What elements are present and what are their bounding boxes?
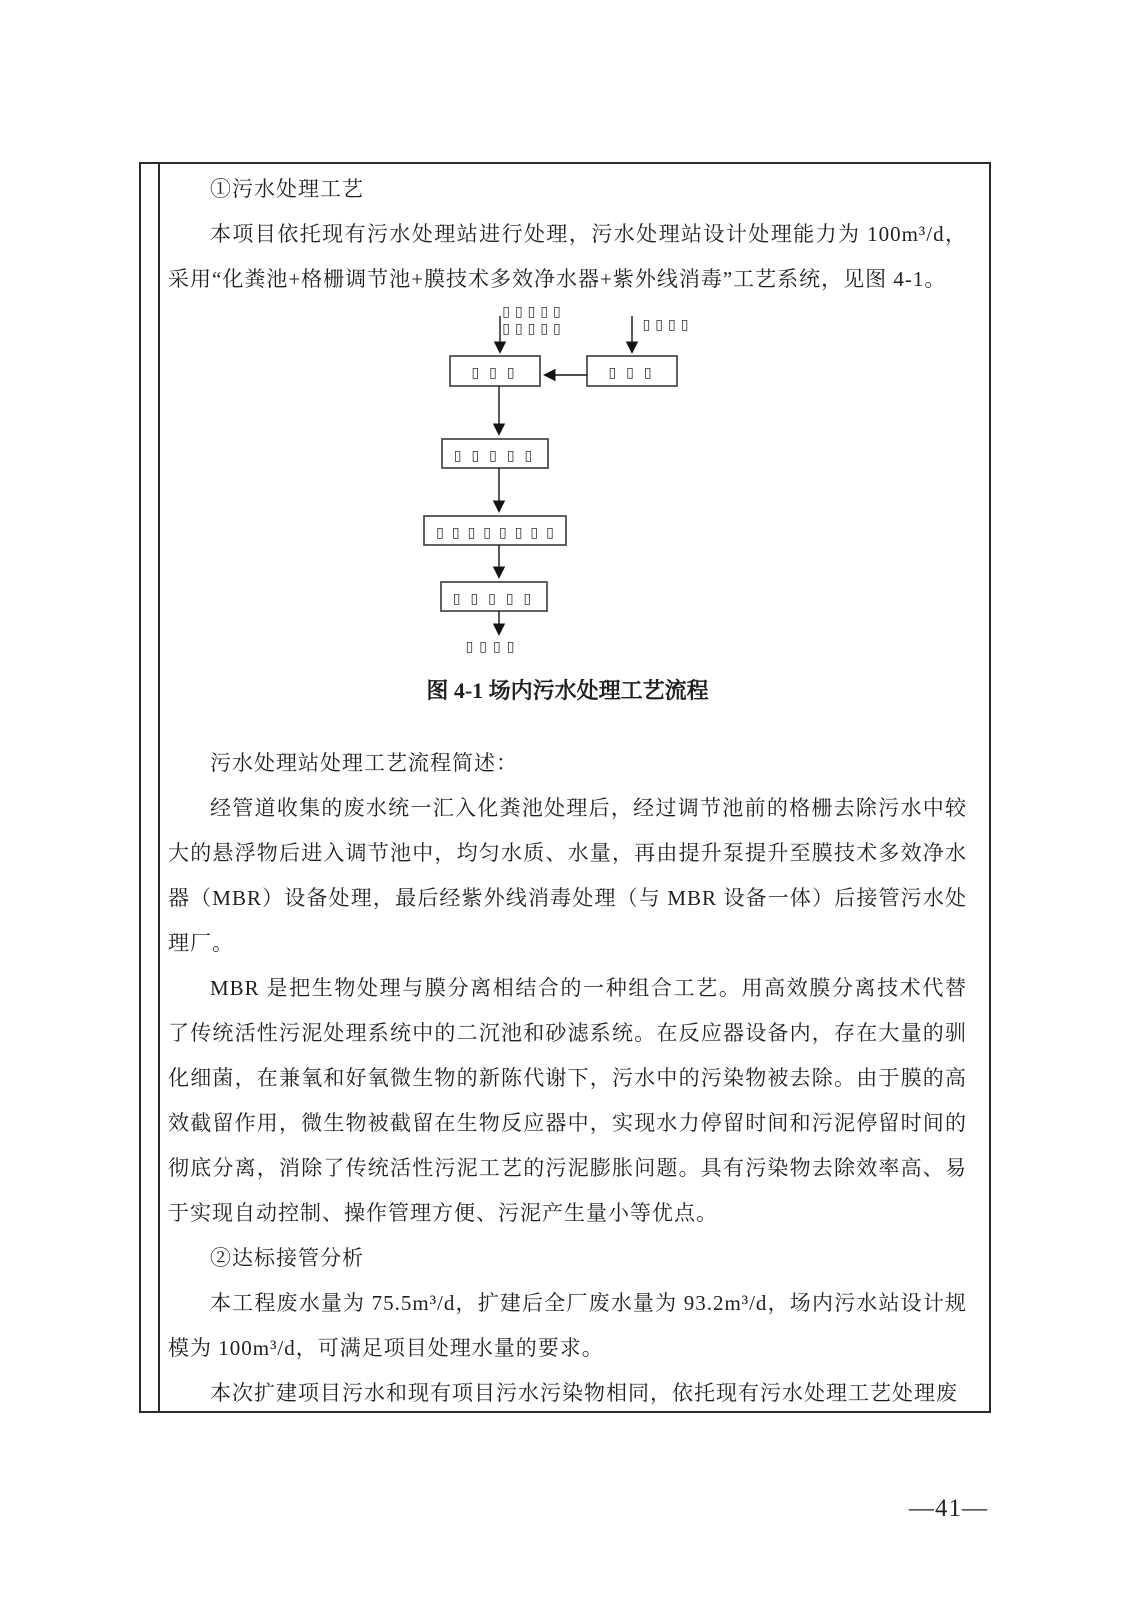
flow-box-mbr-purifier-label: ▯▯▯▯▯▯▯▯	[436, 525, 562, 541]
intro-paragraph: 本项目依托现有污水处理站进行处理，污水处理站设计处理能力为 100m³/d，采用“化粪池+格栅调节池+膜技术多效净水器+紫外线消毒”工艺系统，见图 4-1。	[168, 222, 967, 291]
sewage-process-flowchart	[168, 302, 969, 654]
flow-box-uv-disinfect-label: ▯▯▯▯▯	[452, 591, 542, 607]
flow-box-screen-regulating-label: ▯▯▯▯▯	[453, 448, 543, 464]
table-gutter-cell	[141, 164, 160, 1411]
process-description-paragraph: 经管道收集的废水统一汇入化粪池处理后，经过调节池前的格栅去除污水中较大的悬浮物后进入调节池中，均匀水质、水量，再由提升泵提升至膜技术多效净水器（MBR）设备处理，最后经紫外线消毒处理（与 MBR 设备一体）后接管污水处理厂。	[168, 796, 967, 955]
figure-caption: 图 4-1 场内污水处理工艺流程	[426, 678, 709, 703]
flow-inflow-label-row2: ▯▯▯▯▯	[502, 321, 566, 337]
process-brief-lead: 污水处理站处理工艺流程简述：	[210, 751, 518, 775]
section-heading-1: ①污水处理工艺	[210, 177, 364, 201]
section-heading-2: ②达标接管分析	[210, 1246, 364, 1270]
flow-inflow-label-row1: ▯▯▯▯▯	[502, 304, 566, 320]
final-paragraph: 本次扩建项目污水和现有项目污水污染物相同，依托现有污水处理工艺处理废	[210, 1381, 958, 1405]
content-table	[139, 162, 991, 1413]
flow-box-side-label: ▯▯▯	[608, 365, 662, 381]
mbr-description-paragraph: MBR 是把生物处理与膜分离相结合的一种组合工艺。用高效膜分离技术代替了传统活性污泥处理系统中的二沉池和砂滤系统。在反应器设备内，存在大量的驯化细菌，在兼氧和好氧微生物的新陈代谢下，污水中的污染物被去除。由于膜的高效截留作用，微生物被截留在生物反应器中，实现水力停留时间和污泥停留时间的彻底分离，消除了传统活性污泥工艺的污泥膨胀问题。具有污染物去除效率高、易于实现自动控制、操作管理方便、污泥产生量小等优点。	[168, 976, 967, 1225]
capacity-analysis-paragraph: 本工程废水量为 75.5m³/d，扩建后全厂废水量为 93.2m³/d，场内污水站设计规模为 100m³/d，可满足项目处理水量的要求。	[168, 1291, 967, 1360]
flow-box-septic-tank-label: ▯▯▯	[471, 365, 525, 381]
flow-outlet-label: ▯▯▯▯	[465, 639, 521, 654]
page-number: —41—	[909, 1495, 988, 1522]
flow-side-inflow-label: ▯▯▯▯	[642, 317, 694, 333]
table-content-cell	[160, 164, 989, 1411]
